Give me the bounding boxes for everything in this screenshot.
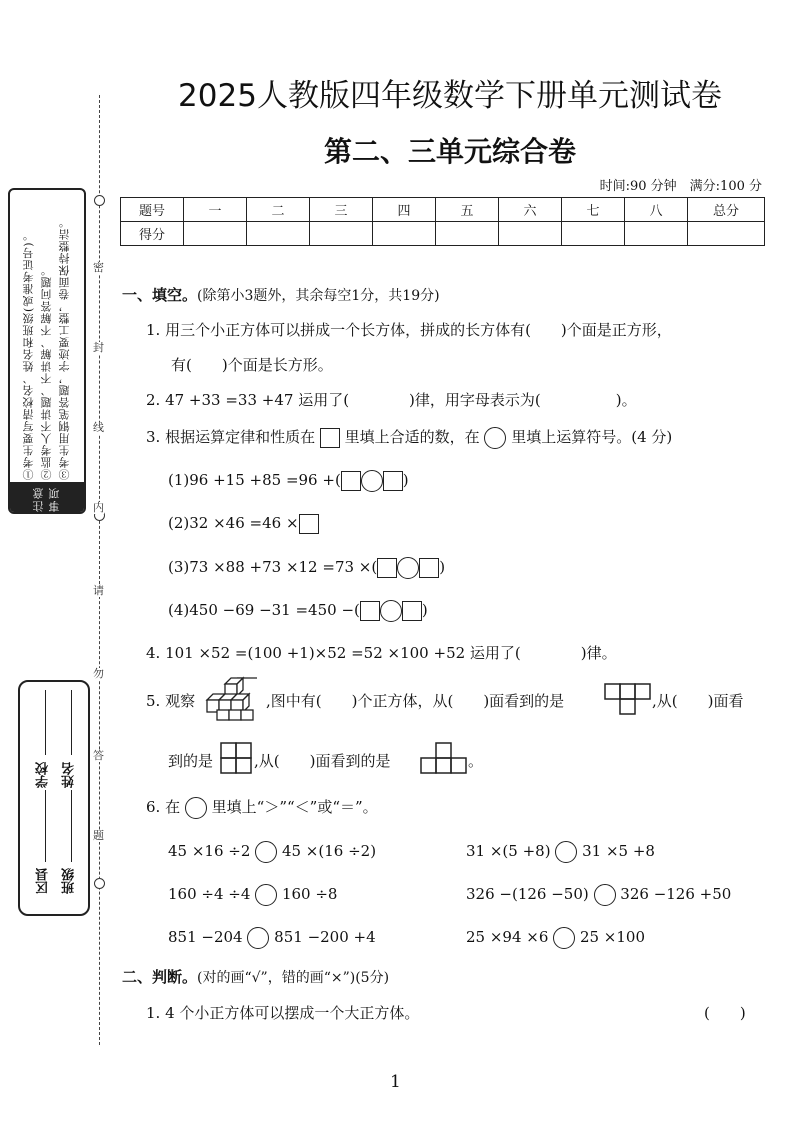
table-cell: 七 [562, 198, 625, 222]
seal-char: 请 [93, 584, 104, 597]
answer-box[interactable] [383, 471, 403, 491]
notice-title: 注意事项 [32, 486, 61, 512]
question-1a: 1. 用三个小正方体可以拼成一个长方体，拼成的长方体有( )个面是正方形， [146, 321, 672, 339]
section-title: 一、填空。 [122, 286, 198, 304]
name-label: 姓名 [62, 762, 77, 788]
q3-text: 里填上运算符号。(4 分) [511, 428, 673, 446]
seal-char: 封 [93, 341, 104, 354]
score-cell[interactable] [247, 222, 310, 246]
answer-box[interactable] [377, 558, 397, 578]
question-5b: ,图中有( )个正方体，从( )面看到的是 [266, 692, 565, 710]
page-number: 1 [390, 1072, 401, 1092]
q3-expr: (2)32 ×46 =46 × [168, 514, 299, 532]
page-subtitle: 第二、三单元综合卷 [323, 135, 576, 168]
score-cell[interactable] [688, 222, 765, 246]
answer-box[interactable] [419, 558, 439, 578]
seal-line [99, 95, 100, 1045]
notice-item: ①考生要写清校名、姓名和班级(或准考证号)。 [22, 229, 35, 480]
question-5c: ,从( )面看 [652, 692, 744, 710]
seal-char: 内 [93, 501, 104, 514]
compare-left: 160 ÷4 ÷4 [168, 885, 251, 903]
school-line [45, 790, 46, 862]
q3-expr: (4)450 −69 −31 =450 −( [168, 601, 360, 619]
section-1-heading [122, 284, 440, 305]
circle-icon [484, 427, 506, 449]
compare-left: 31 ×(5 +8) [466, 842, 551, 860]
answer-box[interactable] [341, 471, 361, 491]
question-5d: 到的是 [168, 752, 214, 770]
student-info-box [18, 680, 90, 916]
q6-text: 里填上“＞”“＜”或“＝”。 [211, 798, 378, 816]
score-cell[interactable] [373, 222, 436, 246]
compare-item [168, 927, 376, 949]
score-cell[interactable] [184, 222, 247, 246]
table-cell: 四 [373, 198, 436, 222]
question-3 [146, 426, 672, 449]
exam-meta: 时间:90 分钟 满分:100 分 [599, 179, 762, 194]
q3-expr: (1)96 +15 +85 =96 +( [168, 471, 341, 489]
table-cell: 五 [436, 198, 499, 222]
name-line [71, 790, 72, 862]
table-cell: 八 [625, 198, 688, 222]
notice-box [8, 188, 86, 514]
compare-left: 326 −(126 −50) [466, 885, 589, 903]
answer-box[interactable] [360, 601, 380, 621]
question-5a: 5. 观察 [146, 692, 196, 710]
answer-circle[interactable] [380, 600, 402, 622]
district-label: 区县 [36, 868, 51, 894]
judge-question-1: 1. 4 个小正方体可以摆成一个大正方体。 [146, 1004, 420, 1022]
score-cell[interactable] [499, 222, 562, 246]
q3-text: 里填上合适的数，在 [344, 428, 480, 446]
table-cell: 二 [247, 198, 310, 222]
q6-text: 6. 在 [146, 798, 181, 816]
section-note: (除第小3题外，其余每空1分，共19分) [197, 288, 440, 304]
question-4: 4. 101 ×52 =(100 +1)×52 =52 ×100 +52 运用了( )律。 [146, 644, 617, 662]
question-2: 2. 47 +33 =33 +47 运用了( )律，用字母表示为( )。 [146, 391, 637, 409]
seal-char: 线 [93, 421, 104, 434]
answer-circle[interactable] [397, 557, 419, 579]
answer-circle[interactable] [247, 927, 269, 949]
view-shape-3 [420, 742, 470, 776]
seal-char: 密 [93, 261, 104, 274]
notice-item: ②监考人不讲题、不讲解、不解答问题。 [40, 264, 53, 480]
answer-circle[interactable] [361, 470, 383, 492]
view-shape-2 [220, 742, 254, 776]
view-shape-1 [604, 683, 652, 717]
score-table [120, 197, 765, 246]
seal-hole [94, 878, 105, 889]
question-3-part1 [168, 470, 409, 492]
compare-item [466, 884, 731, 906]
table-row [121, 198, 765, 222]
compare-left: 45 ×16 ÷2 [168, 842, 251, 860]
question-5f: 。 [468, 752, 484, 770]
compare-left: 25 ×94 ×6 [466, 928, 549, 946]
seal-hole [94, 195, 105, 206]
school-label: 学校 [36, 762, 51, 788]
circle-icon [185, 797, 207, 819]
question-5e: ,从( )面看到的是 [254, 752, 391, 770]
table-cell: 总分 [688, 198, 765, 222]
page-title: 2025人教版四年级数学下册单元测试卷 [178, 78, 722, 114]
answer-circle[interactable] [594, 884, 616, 906]
compare-item [168, 884, 337, 906]
question-6 [146, 796, 378, 819]
compare-right: 160 ÷8 [281, 885, 338, 903]
paren: ) [421, 601, 428, 619]
seal-char: 题 [93, 829, 104, 842]
compare-right: 25 ×100 [579, 928, 646, 946]
question-3-part2 [168, 514, 319, 534]
score-cell[interactable] [310, 222, 373, 246]
answer-circle[interactable] [255, 841, 277, 863]
answer-circle[interactable] [555, 841, 577, 863]
score-cell[interactable] [625, 222, 688, 246]
table-cell: 三 [310, 198, 373, 222]
school-line [45, 690, 46, 755]
table-row [121, 222, 765, 246]
compare-left: 851 −204 [168, 928, 243, 946]
cube-stack-figure [203, 676, 265, 722]
notice-item: ③考生用钢笔答题，字迹要工整，卷面保持整洁。 [58, 216, 71, 480]
paren: ) [439, 558, 446, 576]
score-cell[interactable] [562, 222, 625, 246]
seal-char: 勿 [93, 667, 104, 680]
answer-circle[interactable] [553, 927, 575, 949]
compare-right: 326 −126 +50 [620, 885, 732, 903]
compare-item [168, 841, 376, 863]
table-cell: 一 [184, 198, 247, 222]
compare-right: 851 −200 +4 [274, 928, 376, 946]
question-1b: 有( )个面是长方形。 [171, 356, 333, 374]
table-cell: 六 [499, 198, 562, 222]
paren: ) [402, 471, 409, 489]
compare-item [466, 927, 645, 949]
section-2-heading [122, 966, 389, 987]
section-note: (对的画“√”，错的画“×”)(5分) [197, 970, 390, 986]
seal-char: 答 [93, 749, 104, 762]
judge-answer-paren[interactable]: ( ) [704, 1004, 746, 1022]
compare-item [466, 841, 655, 863]
answer-box[interactable] [299, 514, 319, 534]
table-cell: 题号 [121, 198, 184, 222]
compare-right: 31 ×5 +8 [582, 842, 655, 860]
table-cell: 得分 [121, 222, 184, 246]
name-line [71, 690, 72, 755]
class-label: 班级 [62, 868, 77, 894]
q3-text: 3. 根据运算定律和性质在 [146, 428, 316, 446]
q3-expr: (3)73 ×88 +73 ×12 =73 ×( [168, 558, 378, 576]
question-3-part3 [168, 557, 445, 579]
score-cell[interactable] [436, 222, 499, 246]
square-box-icon [320, 428, 340, 448]
question-3-part4 [168, 600, 428, 622]
answer-circle[interactable] [255, 884, 277, 906]
compare-right: 45 ×(16 ÷2) [281, 842, 377, 860]
section-title: 二、判断。 [122, 968, 198, 986]
answer-box[interactable] [402, 601, 422, 621]
